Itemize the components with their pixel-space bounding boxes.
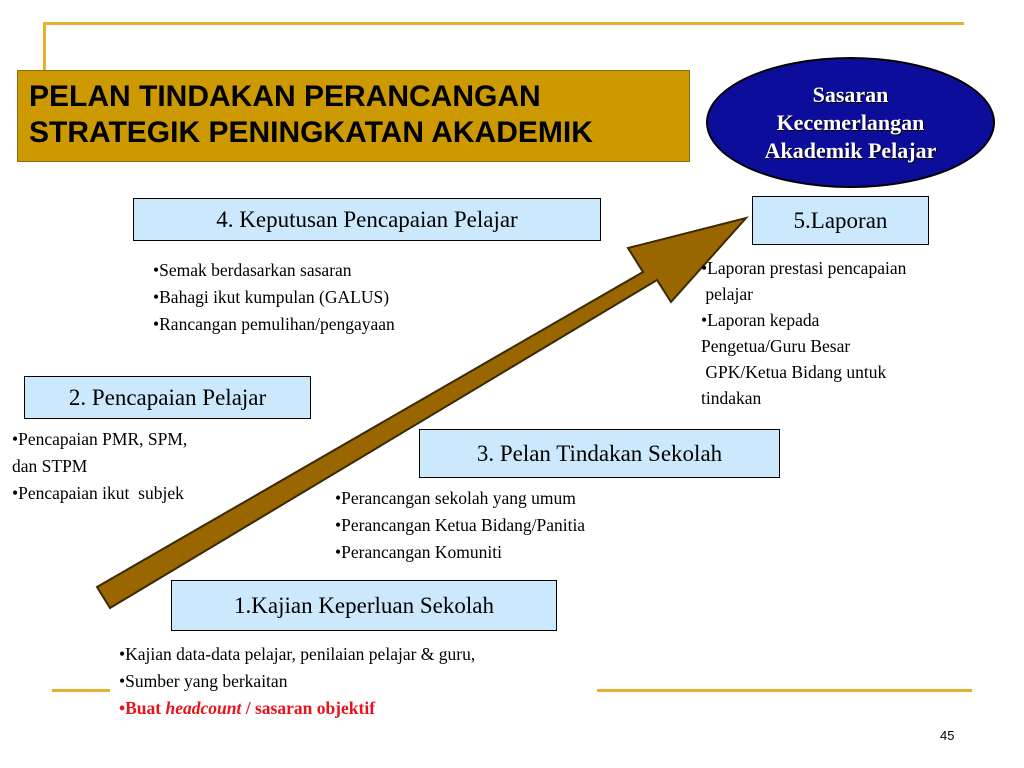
step-3-bullet: •Perancangan sekolah yang umum <box>335 488 576 508</box>
step-2-box <box>24 376 311 419</box>
step-3-bullet: •Perancangan Ketua Bidang/Panitia <box>335 515 586 535</box>
title-line-1: PELAN TINDAKAN PERANCANGAN <box>29 80 541 113</box>
step-3-bullets <box>335 485 585 566</box>
step-2-bullet: dan STPM <box>12 456 88 476</box>
step-5-bullet: Pengetua/Guru Besar <box>701 336 851 356</box>
step-2-bullet: •Pencapaian PMR, SPM, <box>12 429 188 449</box>
step-1-bullets <box>119 641 475 722</box>
step-3-bullet: •Perancangan Komuniti <box>335 542 502 562</box>
goal-line-3: Akademik Pelajar <box>764 137 937 163</box>
step-1-bullet: •Kajian data-data pelajar, penilaian pelajar & guru, <box>119 644 476 664</box>
step-5-bullets <box>701 255 906 411</box>
page-number: 45 <box>940 728 955 743</box>
highlight-italic: headcount <box>165 698 242 718</box>
highlight-prefix: •Buat <box>119 698 166 718</box>
step-5-bullet: tindakan <box>701 388 762 408</box>
step-2-bullets <box>12 426 187 507</box>
step-5-box <box>752 196 929 245</box>
step-4-bullet: •Rancangan pemulihan/pengayaan <box>153 314 395 334</box>
step-3-label: 3. Pelan Tindakan Sekolah <box>476 440 723 466</box>
step-2-label: 2. Pencapaian Pelajar <box>68 384 267 410</box>
step-4-bullet: •Semak berdasarkan sasaran <box>153 260 352 280</box>
title-line-2: STRATEGIK PENINGKATAN AKADEMIK <box>29 116 593 149</box>
step-2-bullet: •Pencapaian ikut subjek <box>12 483 184 503</box>
step-5-bullet: GPK/Ketua Bidang untuk <box>701 362 887 382</box>
step-4-box <box>133 198 601 241</box>
step-1-bullet: •Sumber yang berkaitan <box>119 671 288 691</box>
step-5-bullet: •Laporan kepada <box>701 310 820 330</box>
step-1-label: 1.Kajian Keperluan Sekolah <box>234 592 494 618</box>
step-1-box <box>171 580 557 631</box>
step-3-box <box>419 429 780 478</box>
goal-line-1: Sasaran <box>812 81 889 107</box>
step-5-bullet: •Laporan prestasi pencapaian <box>701 258 907 278</box>
goal-line-2: Kecemerlangan <box>776 109 925 135</box>
step-4-label: 4. Keputusan Pencapaian Pelajar <box>216 206 518 232</box>
highlight-suffix: / sasaran objektif <box>241 698 376 718</box>
step-1-bullet-highlight <box>119 695 475 722</box>
step-5-label: 5.Laporan <box>793 207 888 233</box>
step-4-bullet: •Bahagi ikut kumpulan (GALUS) <box>153 287 390 307</box>
step-5-bullet: pelajar <box>701 284 753 304</box>
step-4-bullets <box>153 257 395 338</box>
